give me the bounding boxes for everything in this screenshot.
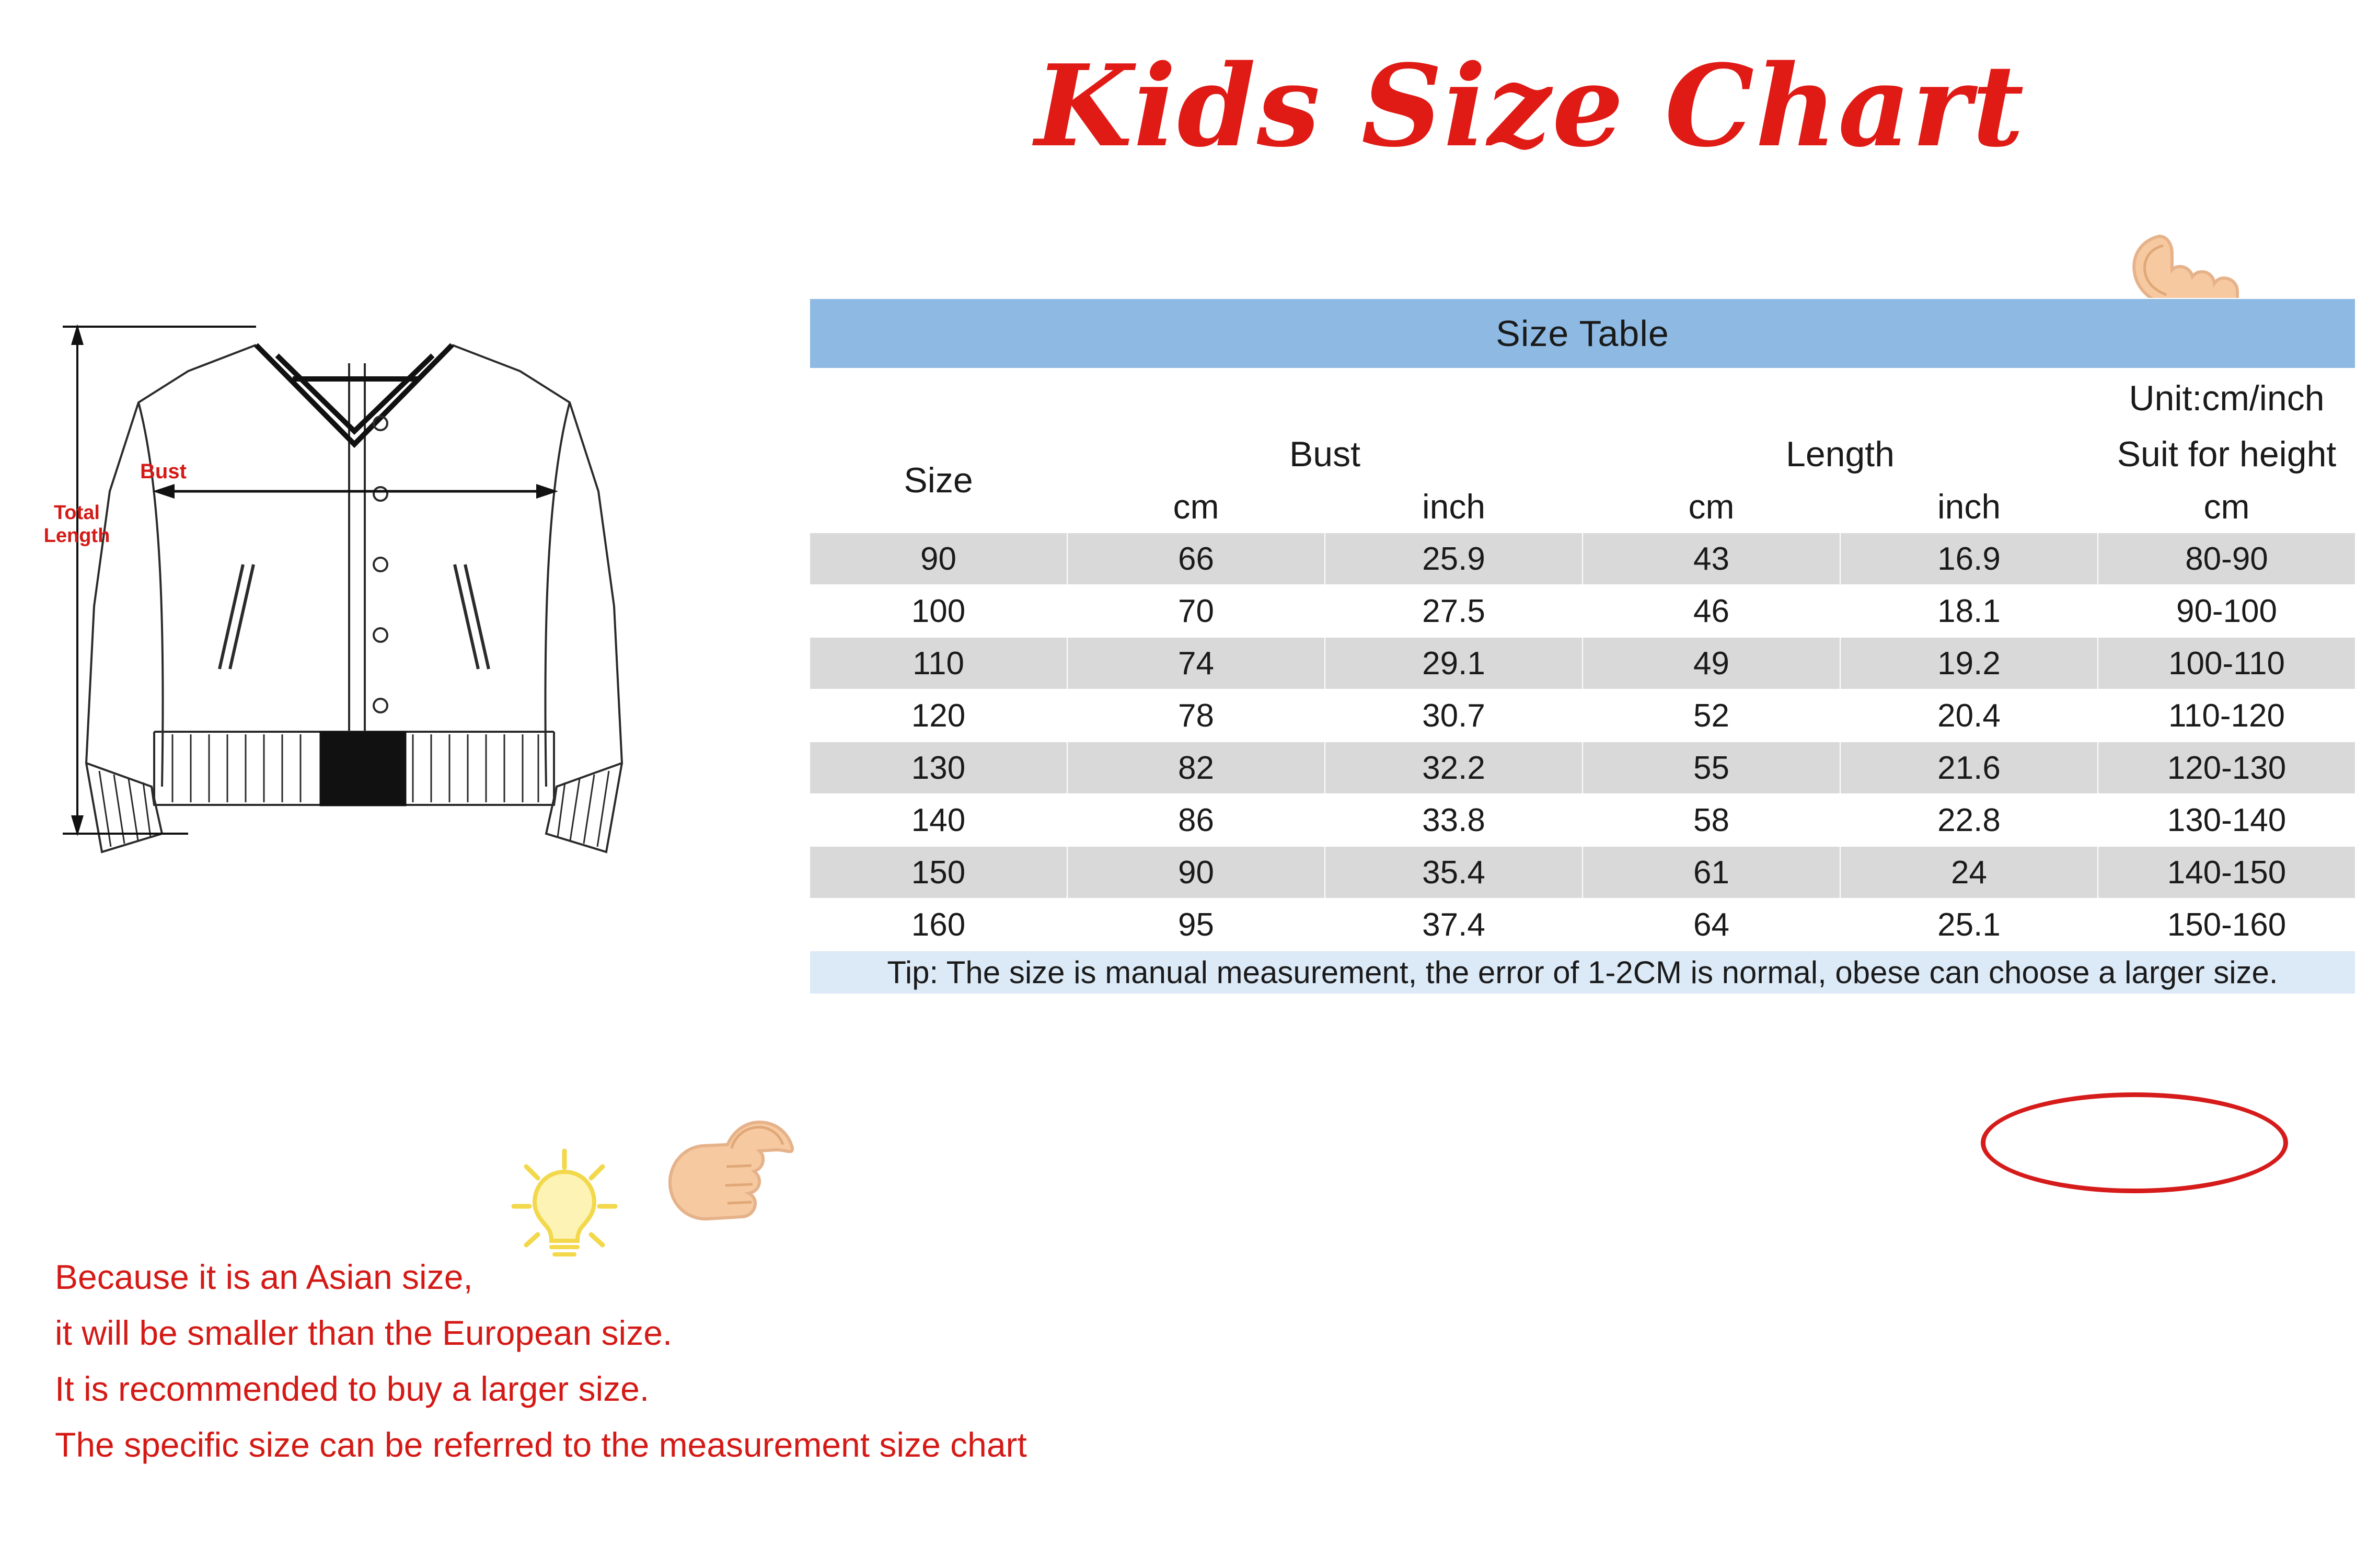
- asian-size-note: [55, 1249, 1309, 1473]
- cell-length-cm: 49: [1583, 637, 1840, 689]
- cell-length-cm: 55: [1583, 742, 1840, 794]
- unit-row: [810, 368, 2355, 428]
- note-line-4: The specific size can be referred to the measurement size chart: [55, 1425, 1027, 1464]
- cell-bust-inch: 35.4: [1325, 846, 1583, 898]
- cell-bust-inch: 30.7: [1325, 689, 1583, 742]
- cell-bust-inch: 32.2: [1325, 742, 1583, 794]
- cell-length-cm: 52: [1583, 689, 1840, 742]
- cell-bust-cm: 74: [1067, 637, 1325, 689]
- unit-row-blank: [810, 368, 2098, 428]
- group-header-row: [810, 428, 2355, 480]
- sub-header-length-cm: cm: [1583, 480, 1840, 533]
- table-row: [810, 533, 2355, 585]
- cell-length-cm: 64: [1583, 898, 1840, 951]
- cell-size: 110: [810, 637, 1067, 689]
- cell-bust-cm: 95: [1067, 898, 1325, 951]
- cell-length-cm: 43: [1583, 533, 1840, 585]
- cell-size: 150: [810, 846, 1067, 898]
- cell-length-inch: 24: [1840, 846, 2098, 898]
- size-table: [809, 298, 2356, 995]
- lightbulb-icon: [499, 1145, 630, 1265]
- size-table-title: Size Table: [810, 298, 2355, 368]
- size-table-container: [809, 298, 2356, 995]
- tip-row: [810, 951, 2355, 994]
- cell-height-cm-highlighted: 140-150: [2098, 846, 2355, 898]
- col-header-suit-for-height: Suit for height: [2098, 428, 2355, 480]
- table-row: [810, 637, 2355, 689]
- cell-size: 160: [810, 898, 1067, 951]
- bust-measure-label: Bust: [140, 460, 187, 483]
- cell-height-cm: 100-110: [2098, 637, 2355, 689]
- col-header-bust: Bust: [1067, 428, 1583, 480]
- cell-height-cm: 80-90: [2098, 533, 2355, 585]
- cell-bust-cm: 86: [1067, 794, 1325, 846]
- cell-size: 130: [810, 742, 1067, 794]
- cell-length-cm: 61: [1583, 846, 1840, 898]
- cell-size: 120: [810, 689, 1067, 742]
- note-line-2: it will be smaller than the European size.: [55, 1313, 673, 1352]
- table-row: [810, 742, 2355, 794]
- table-row: [810, 794, 2355, 846]
- note-line-3: It is recommended to buy a larger size.: [55, 1369, 650, 1408]
- cell-length-inch: 18.1: [1840, 585, 2098, 637]
- tip-text: Tip: The size is manual measurement, the error of 1-2CM is normal, obese can choose a larger size.: [810, 951, 2355, 994]
- cell-size: 140: [810, 794, 1067, 846]
- note-line-1: Because it is an Asian size,: [55, 1258, 473, 1296]
- garment-diagram: [31, 272, 815, 899]
- cell-length-inch: 16.9: [1840, 533, 2098, 585]
- page-title: Kids Size Chart: [1035, 40, 2025, 172]
- cell-length-cm: 46: [1583, 585, 1840, 637]
- total-length-measure-label: Total Length: [43, 502, 110, 547]
- red-ellipse-highlight: [1981, 1092, 2288, 1193]
- sub-header-height-cm: cm: [2098, 480, 2355, 533]
- pointing-hand-right-icon: [648, 1087, 805, 1228]
- cell-bust-inch: 33.8: [1325, 794, 1583, 846]
- cell-bust-cm: 90: [1067, 846, 1325, 898]
- unit-note: Unit:cm/inch: [2098, 368, 2355, 428]
- cell-bust-inch: 25.9: [1325, 533, 1583, 585]
- cell-length-inch: 25.1: [1840, 898, 2098, 951]
- cell-bust-inch: 37.4: [1325, 898, 1583, 951]
- cell-height-cm: 90-100: [2098, 585, 2355, 637]
- sub-header-bust-inch: inch: [1325, 480, 1583, 533]
- cell-size: 100: [810, 585, 1067, 637]
- cell-height-cm: 110-120: [2098, 689, 2355, 742]
- cell-size: 90: [810, 533, 1067, 585]
- cell-height-cm: 150-160: [2098, 898, 2355, 951]
- cell-length-cm: 58: [1583, 794, 1840, 846]
- cell-length-inch: 22.8: [1840, 794, 2098, 846]
- table-row: [810, 689, 2355, 742]
- col-header-length: Length: [1583, 428, 2098, 480]
- cell-length-inch: 20.4: [1840, 689, 2098, 742]
- sub-header-bust-cm: cm: [1067, 480, 1325, 533]
- cell-height-cm: 130-140: [2098, 794, 2355, 846]
- cell-bust-cm: 82: [1067, 742, 1325, 794]
- cell-bust-cm: 70: [1067, 585, 1325, 637]
- table-header-title-row: [810, 298, 2355, 368]
- cell-height-cm: 120-130: [2098, 742, 2355, 794]
- table-row: [810, 898, 2355, 951]
- cell-bust-inch: 29.1: [1325, 637, 1583, 689]
- cell-bust-cm: 78: [1067, 689, 1325, 742]
- cell-length-inch: 19.2: [1840, 637, 2098, 689]
- cell-bust-inch: 27.5: [1325, 585, 1583, 637]
- sub-header-length-inch: inch: [1840, 480, 2098, 533]
- col-header-size: Size: [810, 428, 1067, 533]
- table-row: [810, 585, 2355, 637]
- cell-length-inch: 21.6: [1840, 742, 2098, 794]
- cell-bust-cm: 66: [1067, 533, 1325, 585]
- table-row: [810, 846, 2355, 898]
